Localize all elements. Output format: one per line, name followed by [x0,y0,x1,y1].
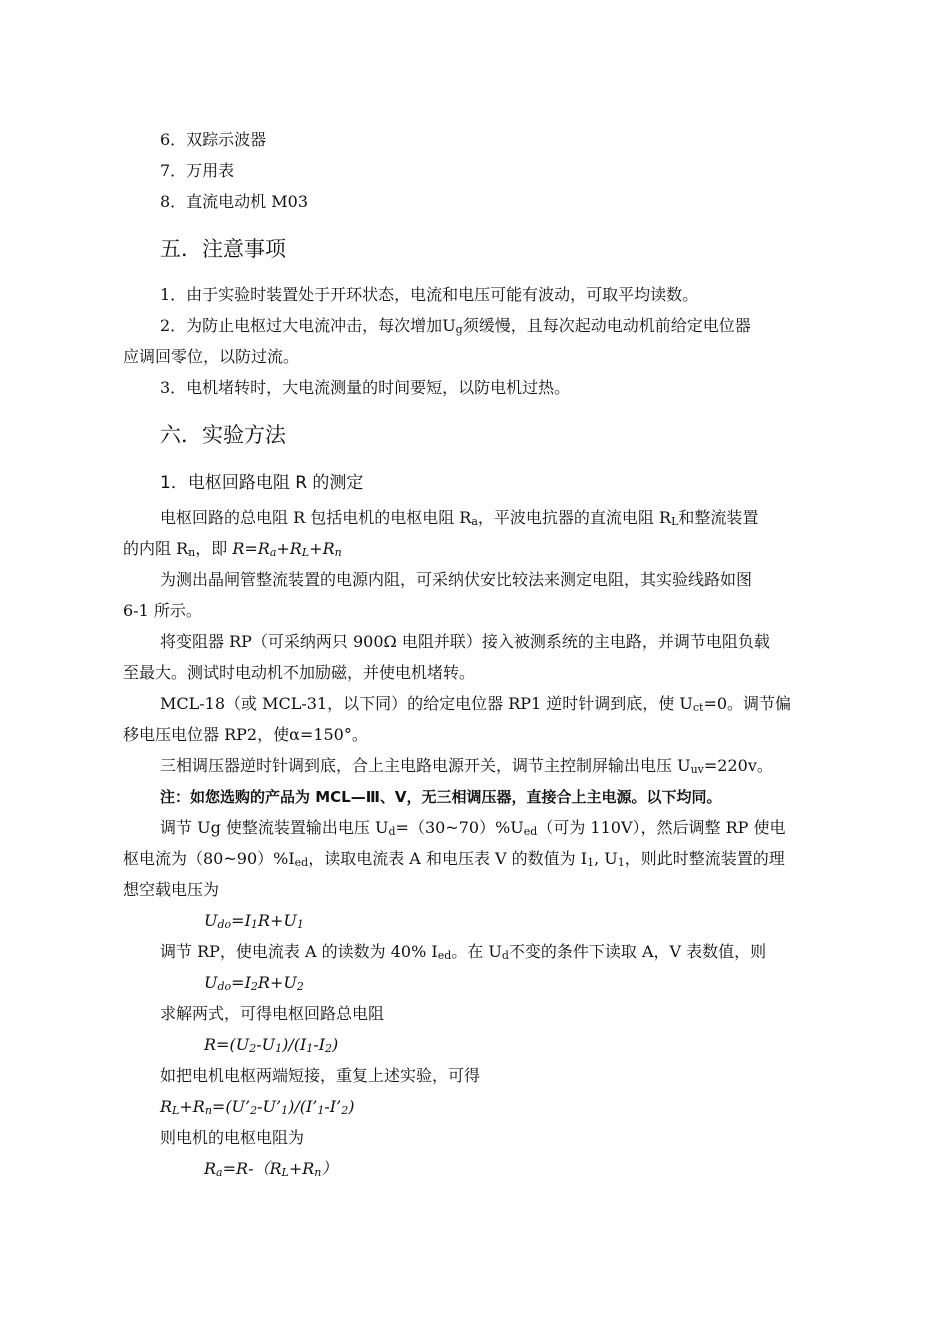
paragraph-6-line1: 调节 Ug 使整流装置输出电压 Ud=（30~70）%Ued（可为 110V），然后调整 RP 使电 [160,818,786,838]
formula-rl-rn: RL+Rn=(U’2-U’1)/(I’1-I’2) [160,1097,355,1117]
subsection-heading: 1．电枢回路电阻 R 的测定 [160,473,364,493]
paragraph-9: 如把电机电枢两端短接，重复上述实验，可得 [160,1066,481,1085]
paragraph-8: 求解两式，可得电枢回路总电阻 [160,1004,385,1023]
equipment-item-8: 8．直流电动机 M03 [160,192,309,211]
paragraph-2-line1: 为测出晶闸管整流装置的电源内阻，可采纳伏安比较法来测定电阻，其实验线路如图 [160,570,753,589]
section5-heading: 五．注意事项 [160,237,286,261]
section6-heading: 六．实验方法 [160,423,286,447]
formula-r-total: R=Ra+RL+Rn [232,539,342,559]
equipment-item-7: 7．万用表 [160,161,235,180]
paragraph-7: 调节 RP，使电流表 A 的读数为 40% Ied。在 Ud不变的条件下读取 A，V 表数值，则 [160,942,767,962]
formula-r-solve: R=(U2-U1)/(I1-I2) [204,1035,339,1055]
paragraph-5: 三相调压器逆时针调到底，合上主电路电源开关，调节主控制屏输出电压 Uuv=220v。 [160,756,773,776]
paragraph-1-line2: 的内阻 Rn，即 R=Ra+RL+Rn [123,539,342,559]
formula-udo-1: Udo=I1R+U1 [204,911,304,931]
paragraph-4-line1: MCL-18（或 MCL-31，以下同）的给定电位器 RP1 逆时针调到底，使 Uct=0。调节偏 [160,694,792,714]
paragraph-3-line1: 将变阻器 RP（可采纳两只 900Ω 电阻并联）接入被测系统的主电路，并调节电阻负载 [160,632,770,651]
paragraph-6-line2: 枢电流为（80~90）%Ied，读取电流表 A 和电压表 V 的数值为 I1, U1，则此时整流装置的理 [123,849,785,869]
section5-item-3: 3．电机堵转时，大电流测量的时间要短，以防电机过热。 [160,378,571,397]
section5-item-2-line1: 2．为防止电枢过大电流冲击，每次增加Ug须缓慢，且每次起动电动机前给定电位器 [160,316,751,336]
paragraph-1-line1: 电枢回路的总电阻 R 包括电机的电枢电阻 Ra，平波电抗器的直流电阻 RL和整流装置 [160,508,759,528]
formula-ra: Ra=R-（RL+Rn） [204,1159,338,1179]
paragraph-3-line2: 至最大。测试时电动机不加励磁，并使电机堵转。 [123,663,476,682]
paragraph-10: 则电机的电枢电阻为 [160,1128,305,1147]
paragraph-6-line3: 想空载电压为 [123,880,220,899]
equipment-item-6: 6．双踪示波器 [160,130,267,149]
formula-udo-2: Udo=I2R+U2 [204,973,304,993]
note-text: 注：如您选购的产品为 MCL—Ⅲ、Ⅴ，无三相调压器，直接合上主电源。以下均同。 [160,788,722,806]
paragraph-2-line2: 6-1 所示。 [123,601,202,620]
paragraph-4-line2: 移电压电位器 RP2，使α=150°。 [123,725,368,744]
section5-item-1: 1．由于实验时装置处于开环状态，电流和电压可能有波动，可取平均读数。 [160,285,699,304]
section5-item-2-line2: 应调回零位，以防过流。 [123,347,300,366]
